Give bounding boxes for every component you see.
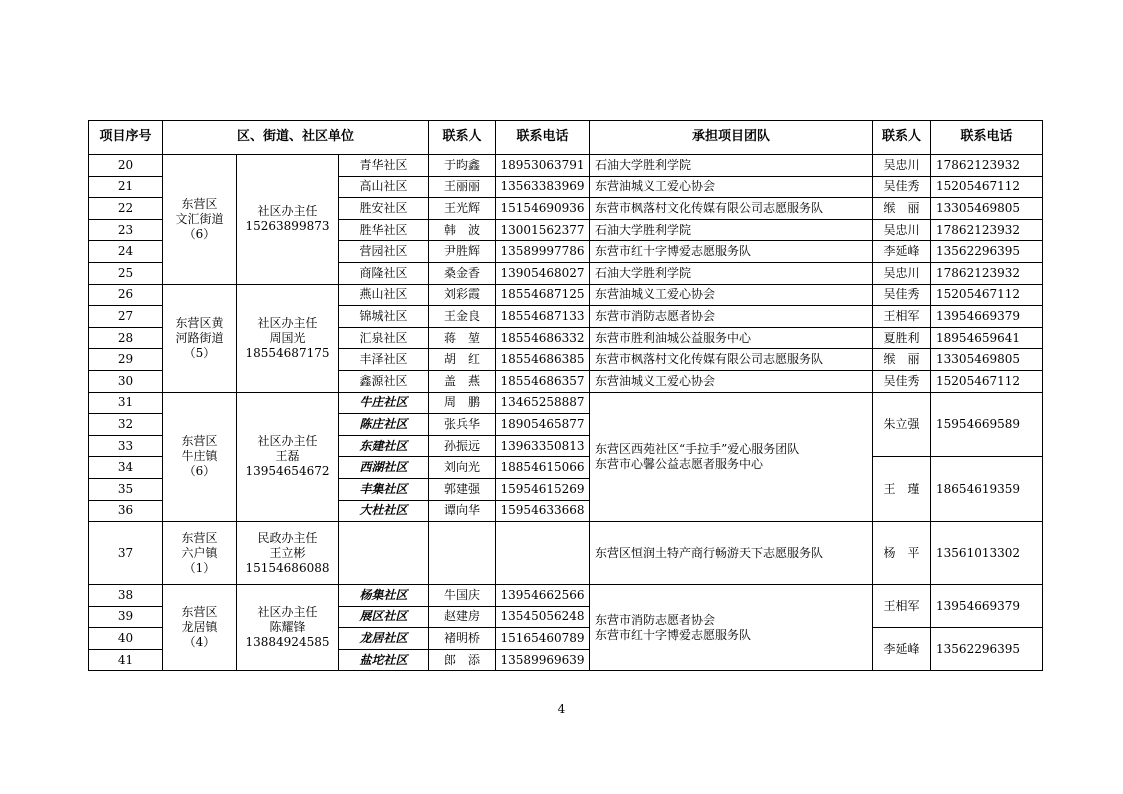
contact-phone: 18953063791 — [496, 155, 590, 177]
contact-phone: 18554686385 — [496, 349, 590, 371]
table-row — [89, 155, 1043, 177]
team-phone: 13562296395 — [931, 241, 1043, 263]
office-cell: 社区办主任 15263899873 — [237, 155, 339, 285]
contact-phone — [496, 522, 590, 585]
community-name: 牛庄社区 — [339, 392, 429, 414]
header-unit: 区、街道、社区单位 — [163, 121, 429, 155]
contact-name: 尹胜辉 — [429, 241, 496, 263]
team-name: 东营市消防志愿者协会 东营市红十字博爱志愿服务队 — [590, 585, 873, 671]
project-no: 34 — [89, 457, 163, 479]
contact-name: 胡 红 — [429, 349, 496, 371]
team-contact: 王 瑾 — [873, 457, 931, 522]
team-contact: 吴佳秀 — [873, 370, 931, 392]
team-phone: 13954669379 — [931, 585, 1043, 628]
contact-name: 韩 波 — [429, 219, 496, 241]
community-name: 锦城社区 — [339, 306, 429, 328]
project-no: 35 — [89, 478, 163, 500]
community-name: 杨集社区 — [339, 585, 429, 607]
community-name: 丰泽社区 — [339, 349, 429, 371]
team-name: 东营市消防志愿者协会 — [590, 306, 873, 328]
team-phone: 18654619359 — [931, 457, 1043, 522]
project-no: 22 — [89, 198, 163, 220]
project-no: 21 — [89, 176, 163, 198]
community-name: 西湖社区 — [339, 457, 429, 479]
team-name: 石油大学胜利学院 — [590, 219, 873, 241]
team-name: 东营区恒润土特产商行畅游天下志愿服务队 — [590, 522, 873, 585]
community-name: 商隆社区 — [339, 262, 429, 284]
contact-name: 桑金香 — [429, 262, 496, 284]
community-name: 胜华社区 — [339, 219, 429, 241]
district-cell: 东营区黄 河路街道 （5） — [163, 284, 237, 392]
project-no: 26 — [89, 284, 163, 306]
project-no: 37 — [89, 522, 163, 585]
team-contact: 吴忠川 — [873, 155, 931, 177]
community-name: 丰集社区 — [339, 478, 429, 500]
table-row — [89, 585, 1043, 607]
contact-name: 王丽丽 — [429, 176, 496, 198]
district-cell: 东营区 龙居镇 （4） — [163, 585, 237, 671]
community-name: 燕山社区 — [339, 284, 429, 306]
community-name: 胜安社区 — [339, 198, 429, 220]
team-phone: 15205467112 — [931, 284, 1043, 306]
project-no: 38 — [89, 585, 163, 607]
contact-phone: 13589997786 — [496, 241, 590, 263]
district-cell: 东营区 文汇街道 （6） — [163, 155, 237, 285]
team-name: 石油大学胜利学院 — [590, 155, 873, 177]
contact-name: 王金良 — [429, 306, 496, 328]
project-no: 28 — [89, 327, 163, 349]
header-project-no: 项目序号 — [89, 121, 163, 155]
contact-phone: 13563383969 — [496, 176, 590, 198]
project-no: 39 — [89, 606, 163, 628]
project-no: 33 — [89, 435, 163, 457]
team-phone: 17862123932 — [931, 262, 1043, 284]
contact-name: 郎 添 — [429, 649, 496, 671]
team-phone: 15205467112 — [931, 176, 1043, 198]
team-contact: 吴佳秀 — [873, 176, 931, 198]
team-contact: 朱立强 — [873, 392, 931, 457]
team-phone: 17862123932 — [931, 155, 1043, 177]
team-name: 东营市胜利油城公益服务中心 — [590, 327, 873, 349]
contact-name: 刘向光 — [429, 457, 496, 479]
contact-phone: 18854615066 — [496, 457, 590, 479]
district-cell: 东营区 牛庄镇 （6） — [163, 392, 237, 522]
contact-phone: 15165460789 — [496, 628, 590, 650]
contact-phone: 15954615269 — [496, 478, 590, 500]
contact-name: 褚明桥 — [429, 628, 496, 650]
contact-name: 郭建强 — [429, 478, 496, 500]
project-no: 25 — [89, 262, 163, 284]
contact-phone: 15154690936 — [496, 198, 590, 220]
team-contact: 缑 丽 — [873, 349, 931, 371]
contact-name: 牛国庆 — [429, 585, 496, 607]
office-cell: 社区办主任 王磊 13954654672 — [237, 392, 339, 522]
contact-phone: 13954662566 — [496, 585, 590, 607]
team-name: 东营油城义工爱心协会 — [590, 284, 873, 306]
contact-name: 于昀鑫 — [429, 155, 496, 177]
contact-name: 孙振远 — [429, 435, 496, 457]
team-phone: 13562296395 — [931, 628, 1043, 671]
team-contact: 李延峰 — [873, 628, 931, 671]
table-row — [89, 522, 1043, 585]
table-row — [89, 392, 1043, 414]
community-name: 高山社区 — [339, 176, 429, 198]
team-contact: 李延峰 — [873, 241, 931, 263]
team-phone: 17862123932 — [931, 219, 1043, 241]
contact-phone: 13905468027 — [496, 262, 590, 284]
office-cell: 社区办主任 周国光 18554687175 — [237, 284, 339, 392]
team-contact: 夏胜利 — [873, 327, 931, 349]
header-contact: 联系人 — [429, 121, 496, 155]
contact-phone: 18554686332 — [496, 327, 590, 349]
office-cell: 民政办主任 王立彬 15154686088 — [237, 522, 339, 585]
team-phone: 13561013302 — [931, 522, 1043, 585]
team-phone: 15954669589 — [931, 392, 1043, 457]
community-name: 盐坨社区 — [339, 649, 429, 671]
project-no: 32 — [89, 414, 163, 436]
district-cell: 东营区 六户镇 （1） — [163, 522, 237, 585]
community-name: 鑫源社区 — [339, 370, 429, 392]
contact-phone: 13545056248 — [496, 606, 590, 628]
volunteer-project-table — [88, 120, 1043, 671]
community-name: 汇泉社区 — [339, 327, 429, 349]
team-contact: 吴忠川 — [873, 219, 931, 241]
contact-phone: 13001562377 — [496, 219, 590, 241]
community-name: 营园社区 — [339, 241, 429, 263]
project-no: 40 — [89, 628, 163, 650]
contact-phone: 18905465877 — [496, 414, 590, 436]
project-no: 31 — [89, 392, 163, 414]
contact-phone: 18554687133 — [496, 306, 590, 328]
team-contact: 王相军 — [873, 585, 931, 628]
community-name: 青华社区 — [339, 155, 429, 177]
header-team-contact: 联系人 — [873, 121, 931, 155]
team-name: 石油大学胜利学院 — [590, 262, 873, 284]
team-phone: 13954669379 — [931, 306, 1043, 328]
team-contact: 吴忠川 — [873, 262, 931, 284]
contact-phone: 18554687125 — [496, 284, 590, 306]
team-name: 东营市红十字博爱志愿服务队 — [590, 241, 873, 263]
contact-name: 刘彩霞 — [429, 284, 496, 306]
team-phone: 18954659641 — [931, 327, 1043, 349]
team-phone: 13305469805 — [931, 349, 1043, 371]
contact-name: 周 鹏 — [429, 392, 496, 414]
project-no: 24 — [89, 241, 163, 263]
project-no: 20 — [89, 155, 163, 177]
contact-phone: 13465258887 — [496, 392, 590, 414]
project-no: 29 — [89, 349, 163, 371]
community-name: 东建社区 — [339, 435, 429, 457]
header-phone: 联系电话 — [496, 121, 590, 155]
team-phone: 13305469805 — [931, 198, 1043, 220]
contact-phone: 13589969639 — [496, 649, 590, 671]
contact-phone: 13963350813 — [496, 435, 590, 457]
team-name: 东营市枫落村文化传媒有限公司志愿服务队 — [590, 198, 873, 220]
header-team-phone: 联系电话 — [931, 121, 1043, 155]
team-name: 东营油城义工爱心协会 — [590, 370, 873, 392]
team-contact: 缑 丽 — [873, 198, 931, 220]
contact-name — [429, 522, 496, 585]
contact-name: 盖 燕 — [429, 370, 496, 392]
contact-name: 赵建房 — [429, 606, 496, 628]
community-name: 大杜社区 — [339, 500, 429, 522]
team-name: 东营油城义工爱心协会 — [590, 176, 873, 198]
team-name: 东营区西苑社区“手拉手”爱心服务团队 东营市心馨公益志愿者服务中心 — [590, 392, 873, 522]
contact-name: 张兵华 — [429, 414, 496, 436]
team-phone: 15205467112 — [931, 370, 1043, 392]
project-no: 27 — [89, 306, 163, 328]
team-contact: 杨 平 — [873, 522, 931, 585]
contact-phone: 15954633668 — [496, 500, 590, 522]
project-no: 30 — [89, 370, 163, 392]
contact-phone: 18554686357 — [496, 370, 590, 392]
community-name — [339, 522, 429, 585]
contact-name: 谭向华 — [429, 500, 496, 522]
office-cell: 社区办主任 陈耀锋 13884924585 — [237, 585, 339, 671]
contact-name: 蒋 堃 — [429, 327, 496, 349]
contact-name: 王光辉 — [429, 198, 496, 220]
community-name: 陈庄社区 — [339, 414, 429, 436]
table-row — [89, 284, 1043, 306]
project-no: 23 — [89, 219, 163, 241]
project-no: 36 — [89, 500, 163, 522]
header-team: 承担项目团队 — [590, 121, 873, 155]
team-contact: 吴佳秀 — [873, 284, 931, 306]
community-name: 龙居社区 — [339, 628, 429, 650]
project-no: 41 — [89, 649, 163, 671]
team-name: 东营市枫落村文化传媒有限公司志愿服务队 — [590, 349, 873, 371]
page-number: 4 — [557, 702, 566, 716]
community-name: 展区社区 — [339, 606, 429, 628]
team-contact: 王相军 — [873, 306, 931, 328]
